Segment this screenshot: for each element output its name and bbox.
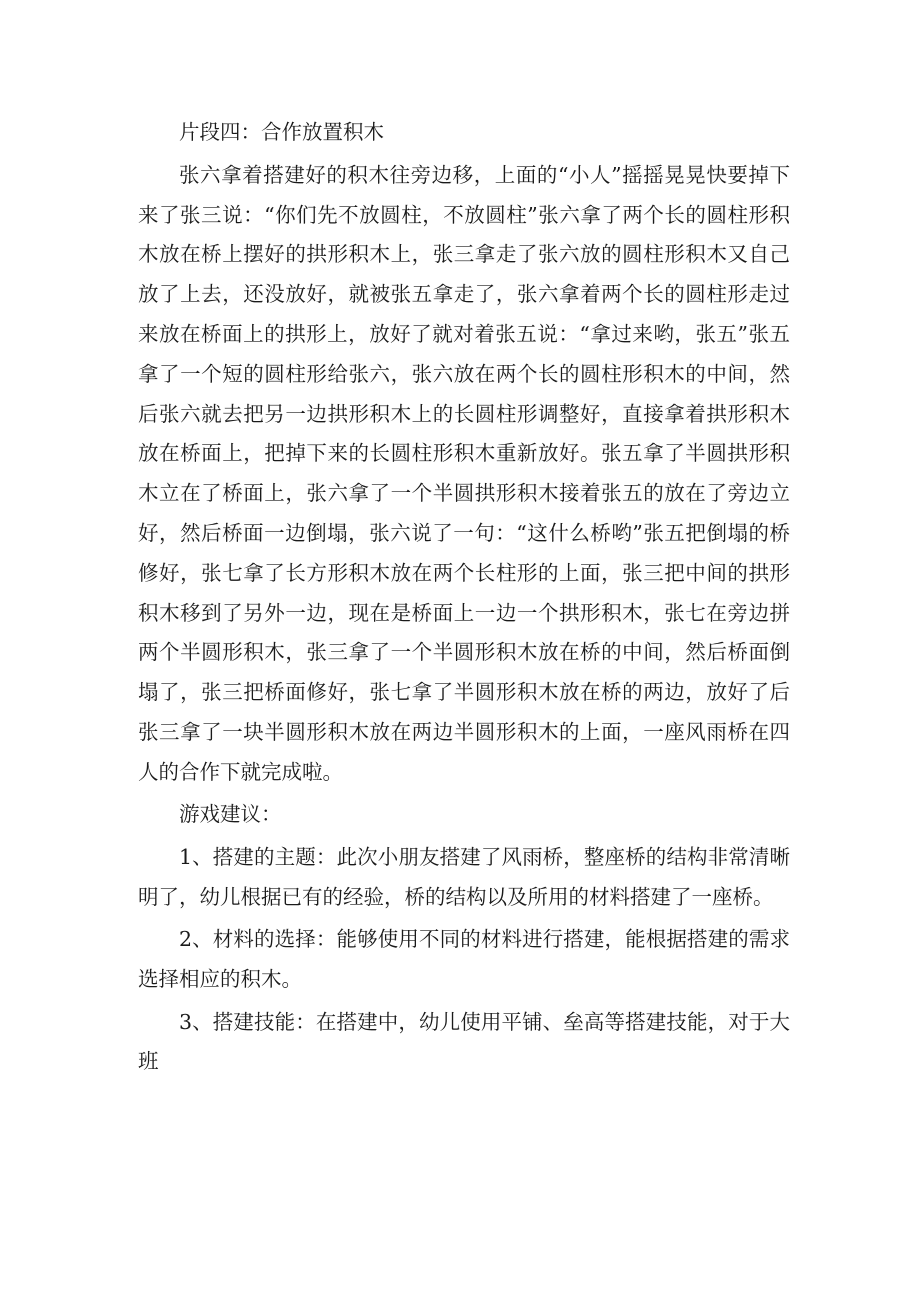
suggestion-item: 2、材料的选择：能够使用不同的材料进行搭建，能根据搭建的需求选择相应的积木。 xyxy=(138,927,790,992)
suggestion-item: 1、搭建的主题：此次小朋友搭建了风雨桥，整座桥的结构非常清晰明了，幼儿根据已有的经验，桥的结构以及所用的材料搭建了一座桥。 xyxy=(138,845,790,909)
suggestion-item: 3、搭建技能：在搭建中，幼儿使用平铺、垒高等搭建技能，对于大班 xyxy=(138,1009,790,1074)
document-body xyxy=(138,113,790,1085)
suggestions-heading: 游戏建议： xyxy=(179,802,282,827)
section-title: 片段四：合作放置积木 xyxy=(179,120,384,144)
story-paragraph: 张六拿着搭建好的积木往旁边移，上面的“小人”摇摇晃晃快要掉下来了张三说：“你们先不放圆柱，不放圆柱”张六拿了两个长的圆柱形积木放在桥上摆好的拱形积木上，张三拿走了张六放的圆柱形积木又自己放了上去，还没放好，就被张五拿走了，张六拿着两个长的圆柱形走过来放在桥面上的拱形上，放好了就对着张五说：“拿过来哟，张五”张五拿了一个短的圆柱形给张六，张六放在两个长的圆柱形积木的中间，然后张六就去把另一边拱形积木上的长圆柱形调整好，直接拿着拱形积木放在桥面上，把掉下来的长圆柱形积木重新放好。张五拿了半圆拱形积木立在了桥面上，张六拿了一个半圆拱形积木接着张五的放在了旁边立好，然后桥面一边倒塌，张六说了一句：“这什么桥哟”张五把倒塌的桥修好，张七拿了长方形积木放在两个长柱形的上面，张三把中间的拱形积木移到了另外一边，现在是桥面上一边一个拱形积木，张七在旁边拼两个半圆形积木，张三拿了一个半圆形积木放在桥的中间，然后桥面倒塌了，张三把桥面修好，张七拿了半圆形积木放在桥的两边，放好了后张三拿了一块半圆形积木放在两边半圆形积木的上面，一座风雨桥在四人的合作下就完成啦。 xyxy=(138,162,790,784)
